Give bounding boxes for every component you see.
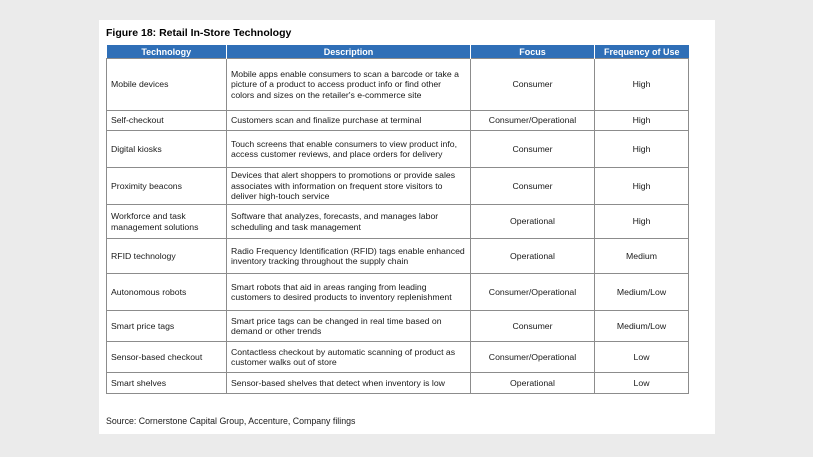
- table-row: [107, 311, 689, 342]
- table-header-row: [107, 45, 689, 59]
- technology-cell: Sensor-based checkout: [107, 342, 227, 373]
- technology-cell: Mobile devices: [107, 59, 227, 111]
- frequency-cell: Medium/Low: [595, 311, 689, 342]
- technology-cell: Smart price tags: [107, 311, 227, 342]
- technology-cell: RFID technology: [107, 239, 227, 274]
- frequency-cell: Medium: [595, 239, 689, 274]
- focus-cell: Consumer/Operational: [471, 111, 595, 131]
- description-cell: Smart robots that aid in areas ranging from leading customers to desired products to inventory replenishment: [227, 274, 471, 311]
- focus-cell: Operational: [471, 239, 595, 274]
- figure-source: Source: Cornerstone Capital Group, Accenture, Company filings: [106, 416, 356, 426]
- technology-cell: Proximity beacons: [107, 168, 227, 205]
- frequency-cell: High: [595, 131, 689, 168]
- table-row: [107, 342, 689, 373]
- header-focus: Focus: [471, 45, 595, 59]
- technology-cell: Smart shelves: [107, 373, 227, 394]
- frequency-cell: Low: [595, 342, 689, 373]
- frequency-cell: Medium/Low: [595, 274, 689, 311]
- header-frequency: Frequency of Use: [595, 45, 689, 59]
- table-row: [107, 274, 689, 311]
- description-cell: Contactless checkout by automatic scanning of product as customer walks out of store: [227, 342, 471, 373]
- description-cell: Devices that alert shoppers to promotions or provide sales associates with information on frequent store visitors to deliver high-touch service: [227, 168, 471, 205]
- table-row: [107, 205, 689, 239]
- focus-cell: Consumer: [471, 311, 595, 342]
- table-row: [107, 239, 689, 274]
- header-technology: Technology: [107, 45, 227, 59]
- table-row: [107, 59, 689, 111]
- description-cell: Customers scan and finalize purchase at terminal: [227, 111, 471, 131]
- focus-cell: Operational: [471, 205, 595, 239]
- technology-cell: Workforce and task management solutions: [107, 205, 227, 239]
- table-row: [107, 111, 689, 131]
- focus-cell: Consumer: [471, 59, 595, 111]
- focus-cell: Consumer: [471, 168, 595, 205]
- table-row: [107, 131, 689, 168]
- technology-cell: Self-checkout: [107, 111, 227, 131]
- table-row: [107, 373, 689, 394]
- focus-cell: Consumer: [471, 131, 595, 168]
- focus-cell: Consumer/Operational: [471, 274, 595, 311]
- figure-title: Figure 18: Retail In-Store Technology: [106, 27, 292, 39]
- focus-cell: Operational: [471, 373, 595, 394]
- table-row: [107, 168, 689, 205]
- frequency-cell: High: [595, 59, 689, 111]
- description-cell: Sensor-based shelves that detect when inventory is low: [227, 373, 471, 394]
- frequency-cell: High: [595, 168, 689, 205]
- header-description: Description: [227, 45, 471, 59]
- focus-cell: Consumer/Operational: [471, 342, 595, 373]
- description-cell: Touch screens that enable consumers to view product info, access customer reviews, and place orders for delivery: [227, 131, 471, 168]
- frequency-cell: High: [595, 205, 689, 239]
- figure-card: [99, 20, 715, 434]
- description-cell: Smart price tags can be changed in real time based on demand or other trends: [227, 311, 471, 342]
- frequency-cell: High: [595, 111, 689, 131]
- description-cell: Software that analyzes, forecasts, and manages labor scheduling and task management: [227, 205, 471, 239]
- retail-technology-table: [106, 45, 689, 394]
- technology-cell: Autonomous robots: [107, 274, 227, 311]
- description-cell: Radio Frequency Identification (RFID) tags enable enhanced inventory tracking throughout the supply chain: [227, 239, 471, 274]
- technology-cell: Digital kiosks: [107, 131, 227, 168]
- description-cell: Mobile apps enable consumers to scan a barcode or take a picture of a product to access product info or find other colors and sizes on the retailer's e-commerce site: [227, 59, 471, 111]
- frequency-cell: Low: [595, 373, 689, 394]
